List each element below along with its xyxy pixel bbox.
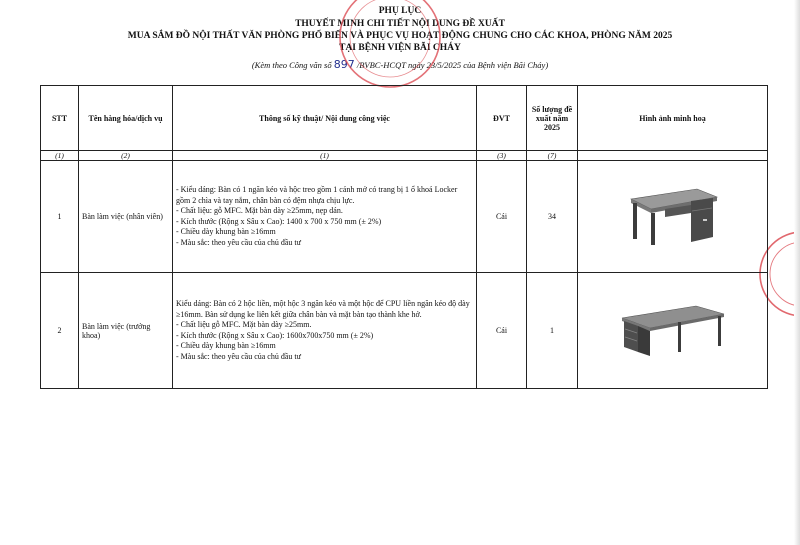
spec-line: - Kiểu dáng: Bàn có 1 ngăn kéo và hộc treo gồm 1 cánh mở có trang bị 1 ổ khoá Locker gồm 2 chìa và tay nắm, chân bàn có đệm nhựa chịu lực. — [176, 185, 458, 205]
row-stt: 1 — [41, 161, 79, 273]
spec-line: - Kích thước (Rộng x Sâu x Cao): 1600x700x750 mm (± 2%) — [176, 330, 374, 340]
handwritten-number: 897 — [333, 58, 355, 71]
header-qty: Số lượng đề xuất năm 2025 — [527, 86, 578, 151]
table-row — [41, 273, 768, 389]
row-image — [578, 161, 768, 273]
header-specs: Thông số kỹ thuật/ Nội dung công việc — [173, 86, 477, 151]
spec-line: - Chiều dày khung bàn ≥16mm — [176, 341, 276, 350]
index-cell: (1) — [41, 151, 79, 161]
row-unit: Cái — [477, 161, 527, 273]
index-cell: (3) — [477, 151, 527, 161]
hospital-name: TẠI BỆNH VIỆN BÃI CHÁY — [339, 43, 461, 53]
table-header-row — [41, 86, 768, 151]
note-suffix: /BVBC-HCQT ngày 23/5/2025 của Bệnh viện Bãi Cháy) — [356, 60, 549, 70]
index-cell — [578, 151, 768, 161]
document-title: THUYẾT MINH CHI TIẾT NỘI DUNG ĐỀ XUẤT — [295, 19, 505, 29]
document-subtitle: MUA SẮM ĐỒ NỘI THẤT VĂN PHÒNG PHỔ BIẾN VÀ PHỤC VỤ HOẠT ĐỘNG CHUNG CHO CÁC KHOA, PHÒNG NĂM 2025 — [127, 31, 673, 41]
row-image — [578, 273, 768, 389]
items-table — [40, 85, 768, 389]
header-image: Hình ảnh minh hoạ — [578, 86, 768, 151]
column-index-row — [41, 151, 768, 161]
page-edge-shadow — [794, 0, 800, 545]
spec-line: - Chất liệu: gỗ MFC. Mặt bàn dày ≥25mm, nẹp dán. — [176, 206, 343, 215]
spec-line: - Chiều dày khung bàn ≥16mm — [176, 227, 276, 236]
official-seal-stamp — [335, 0, 445, 92]
row-specs — [173, 273, 477, 389]
row-unit: Cái — [477, 273, 527, 389]
table-row — [41, 161, 768, 273]
index-cell: (1) — [173, 151, 477, 161]
row-qty: 34 — [527, 161, 578, 273]
row-item-name: Bàn làm việc (trưởng khoa) — [79, 273, 173, 389]
spec-line: - Kích thước (Rộng x Sâu x Cao): 1400 x 700 x 750 mm (± 2%) — [176, 216, 382, 226]
header-name: Tên hàng hóa/dịch vụ — [79, 86, 173, 151]
spec-line: - Chất liệu gỗ MFC. Mặt bàn dày ≥25mm. — [176, 320, 312, 329]
note-prefix: (Kèm theo Công văn số — [251, 60, 332, 70]
head-desk-image — [618, 302, 728, 358]
spec-line: - Màu sắc: theo yêu cầu của chủ đầu tư — [176, 351, 301, 361]
index-cell: (2) — [79, 151, 173, 161]
header-unit: ĐVT — [477, 86, 527, 151]
staff-desk-image — [625, 185, 721, 247]
header-stt: STT — [41, 86, 79, 151]
spec-line: - Màu sắc: theo yêu cầu của chủ đầu tư — [176, 237, 301, 247]
row-item-name: Bàn làm việc (nhân viên) — [79, 161, 173, 273]
row-specs — [173, 161, 477, 273]
appendix-label: PHỤ LỤC — [378, 6, 422, 16]
index-cell: (7) — [527, 151, 578, 161]
row-stt: 2 — [41, 273, 79, 389]
spec-line: Kiểu dáng: Bàn có 2 hộc liền, một hộc 3 ngăn kéo và một hộc để CPU liền ngăn kéo độ dày ≥16mm. Bàn sử dụng ke liên kết giữa chân bàn và mặt bàn tạo thành khe hở. — [176, 299, 470, 319]
row-qty: 1 — [527, 273, 578, 389]
